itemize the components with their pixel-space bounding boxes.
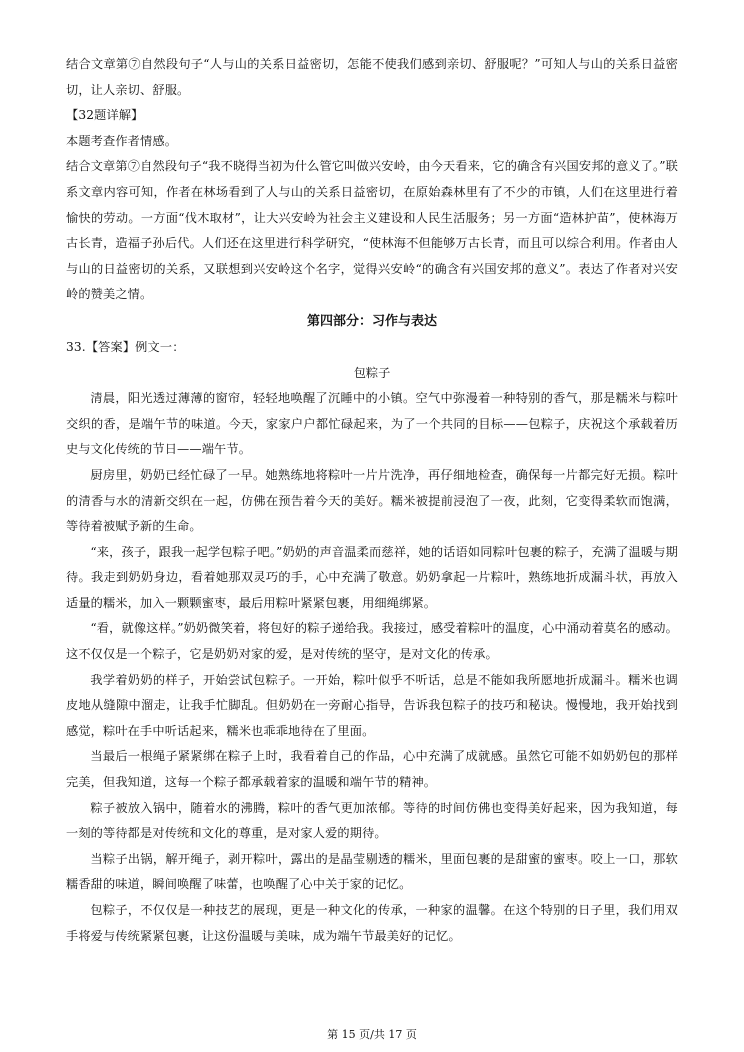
q32-intro: 本题考查作者情感。 (66, 133, 178, 148)
essay-paragraph: 我学着奶奶的样子，开始尝试包粽子。一开始，粽叶似乎不听话，总是不能如我所愿地折成漏斗。糯米也调皮地从缝隙中溜走，让我手忙脚乱。但奶奶在一旁耐心指导，告诉我包粽子的技巧和秘诀。慢慢地，我开始找到感觉，粽叶在手中听话起来，糯米也乖乖地待在了里面。 (66, 672, 678, 738)
essay-paragraph: “看，就像这样。”奶奶微笑着，将包好的粽子递给我。我接过，感受着粽叶的温度，心中涌动着莫名的感动。这不仅仅是一个粽子，它是奶奶对家的爱，是对传统的坚守，是对文化的传承。 (66, 621, 678, 662)
part4-title: 第四部分：习作与表达 (306, 313, 437, 329)
q32-body: 结合文章第⑦自然段句子“我不晓得当初为什么管它叫做兴安岭，由今天看来，它的确含有兴国安邦的意义了。”联系文章内容可知，作者在林场看到了人与山的关系日益密切，在原始森林里有了不少的市镇，人们在这里进行着愉快的劳动。一方面“伐木取材”，让大兴安岭为社会主义建设和人民生活服务；另一方面“造林护苗”，使林海万古长青，造福子孙后代。人们还在这里进行科学研究，“使林海不但能够万古长青，而且可以综合利用。作者由人与山的日益密切的关系，又联想到兴安岭这个名字，觉得兴安岭“的确含有兴国安邦的意义”。表达了作者对兴安岭的赞美之情。 (66, 159, 678, 302)
essay-paragraph: 厨房里，奶奶已经忙碌了一早。她熟练地将粽叶一片片洗净，再仔细地检查，确保每一片都完好无损。粽叶的清香与水的清新交织在一起，仿佛在预告着今天的美好。糯米被提前浸泡了一夜，此刻，它变得柔软而饱满，等待着被赋予新的生命。 (66, 467, 678, 534)
essay-paragraph: 粽子被放入锅中，随着水的沸腾，粽叶的香气更加浓郁。等待的时间仿佛也变得美好起来，因为我知道，每一刻的等待都是对传统和文化的尊重，是对家人爱的期待。 (66, 800, 678, 841)
q33-label: 33.【答案】例文一： (66, 339, 185, 354)
essay-paragraph: 当最后一根绳子紧紧绑在粽子上时，我看着自己的作品，心中充满了成就感。虽然它可能不如奶奶包的那样完美，但我知道，这每一个粽子都承载着家的温暖和端午节的精神。 (66, 749, 678, 790)
q32-heading: 【32题详解】 (66, 108, 144, 123)
page-footer: 第 15 页/共 17 页 (327, 1028, 417, 1041)
essay-paragraph: 清晨，阳光透过薄薄的窗帘，轻轻地唤醒了沉睡中的小镇。空气中弥漫着一种特别的香气，那是糯米与粽叶交织的香，是端午节的味道。今天，家家户户都忙碌起来，为了一个共同的目标——包粽子，庆祝这个承载着历史与文化传统的节日——端午节。 (66, 391, 678, 457)
answer-31-tail: 结合文章第⑦自然段句子“人与山的关系日益密切，怎能不使我们感到亲切、舒服呢？”可知人与山的关系日益密切，让人亲切、舒服。 (66, 57, 678, 97)
page-content (66, 52, 678, 949)
essay-paragraph: 当粽子出锅，解开绳子，剥开粽叶，露出的是晶莹剔透的糯米，里面包裹的是甜蜜的蜜枣。咬上一口，那软糯香甜的味道，瞬间唤醒了味蕾，也唤醒了心中关于家的记忆。 (66, 851, 678, 892)
essay-paragraph: 包粽子，不仅仅是一种技艺的展现，更是一种文化的传承，一种家的温馨。在这个特别的日子里，我们用双手将爱与传统紧紧包裹，让这份温暖与美味，成为端午节最美好的记忆。 (66, 903, 678, 943)
essay-paragraph: “来，孩子，跟我一起学包粽子吧。”奶奶的声音温柔而慈祥，她的话语如同粽叶包裹的粽子，充满了温暖与期待。我走到奶奶身边，看着她那双灵巧的手，心中充满了敬意。奶奶拿起一片粽叶，熟练地折成漏斗状，再放入适量的糯米，加入一颗颗蜜枣，最后用粽叶紧紧包裹，用细绳绑紧。 (66, 544, 678, 610)
essay-title: 包粽子 (353, 365, 391, 380)
